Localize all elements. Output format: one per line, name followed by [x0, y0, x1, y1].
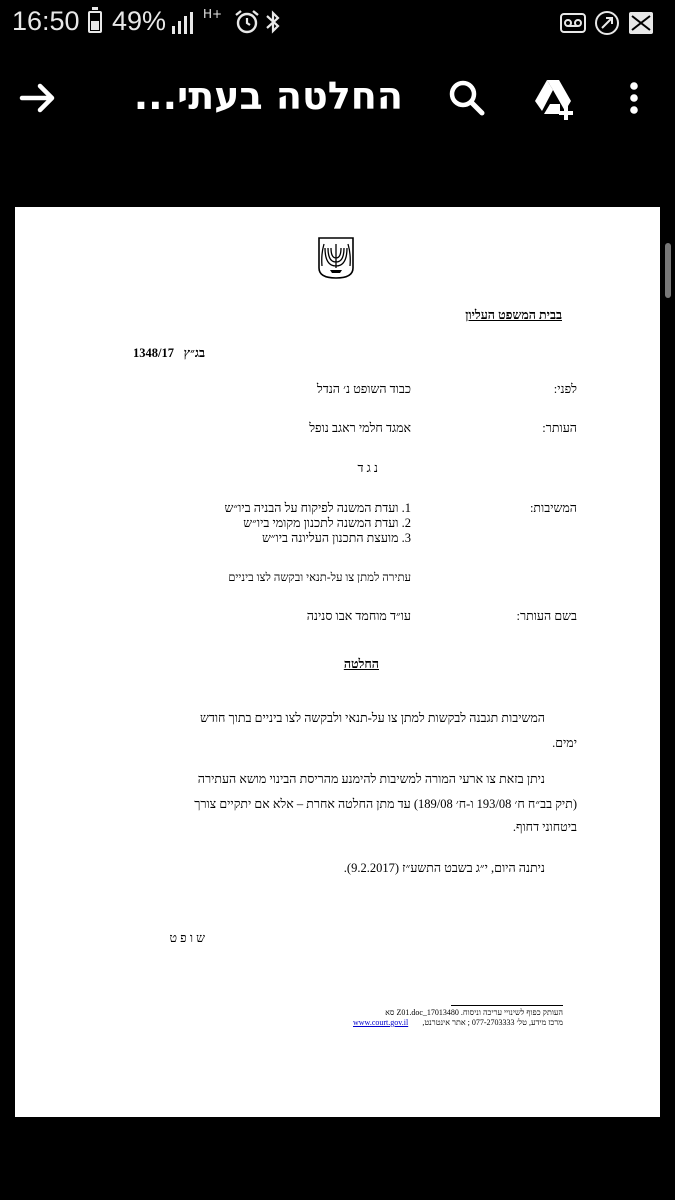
status-bar — [0, 0, 675, 48]
status-time: 16:50 — [12, 6, 80, 36]
versus-label: נ ג ד — [357, 461, 378, 475]
given-date: ניתנה היום, י״ג בשבט התשע״ז (9.2.2017). — [343, 861, 545, 875]
paragraph-1-line-2: ימים. — [552, 736, 577, 750]
judge-signature: ש ו פ ט — [169, 931, 205, 945]
email-icon — [628, 10, 654, 36]
counsel-label: בשם העותר: — [516, 609, 577, 623]
more-vert-icon[interactable] — [610, 74, 658, 122]
footer-line-2: מרכז מידע, טל׳ 077-2703333 ; אתר אינטרנט, — [422, 1018, 563, 1027]
petitioner-label: העותר: — [542, 421, 577, 435]
arrow-right-icon[interactable] — [14, 74, 62, 122]
state-emblem-icon — [316, 236, 356, 280]
case-number: 1348/17 — [133, 346, 174, 360]
respondent-2: 2. ועדת המשנה לתכנון מקומי ביו״ש — [243, 516, 411, 530]
voicemail-icon — [560, 10, 586, 36]
court-name: בבית המשפט העליון — [465, 308, 562, 322]
respondent-1: 1. ועדת המשנה לפיקוח על הבניה ביו״ש — [224, 501, 411, 515]
bluetooth-icon — [263, 8, 283, 36]
paragraph-2-line-3: ביטחוני דחוף. — [512, 820, 577, 834]
paragraph-1-line-1: המשיבות תגבנה לבקשות למתן צו על-תנאי ולבקשה לצו ביניים בתוך חודש — [199, 711, 545, 725]
counsel-name: עו״ד מוחמד אבו סנינה — [306, 609, 411, 623]
search-icon[interactable] — [443, 74, 491, 122]
signal-icon — [172, 12, 196, 34]
network-type: H+ — [203, 7, 223, 21]
battery-icon — [88, 11, 102, 33]
footer-divider — [451, 1005, 563, 1006]
case-label: בג״ץ — [183, 346, 205, 360]
footer-line-1: העותק כפוף לשינויי עריכה וניסוח. 17013480_Z01.doc סא — [385, 1008, 563, 1017]
respondents-label: המשיבות: — [529, 501, 577, 515]
app-bar — [0, 48, 675, 158]
respondent-3: 3. מועצת התכנון העליונה ביו״ש — [261, 531, 411, 545]
missed-call-icon — [594, 10, 620, 36]
document-title: החלטה בעתי... — [133, 74, 403, 118]
decision-heading: החלטה — [343, 657, 379, 671]
judge-name: כבוד השופט נ׳ הנדל — [316, 382, 411, 396]
petition-type: עתירה למתן צו על-תנאי ובקשה לצו ביניים — [228, 572, 411, 584]
before-label: לפני: — [553, 382, 577, 396]
alarm-icon — [233, 8, 261, 36]
document-page[interactable] — [15, 207, 660, 1117]
paragraph-2-line-1: ניתן בזאת צו ארעי המורה למשיבות להימנע מהריסת הבינוי מושא העתירה — [197, 772, 545, 786]
court-website-link[interactable]: www.court.gov.il — [353, 1018, 409, 1027]
battery-percent: 49% — [112, 6, 167, 36]
scrollbar[interactable] — [665, 243, 671, 298]
drive-add-icon[interactable] — [530, 74, 578, 122]
paragraph-2-line-2: (תיק בב״ח ח׳ 193/08 ו-ח׳ 189/08) עד מתן החלטה אחרת – אלא אם יתקיים צורך — [194, 797, 577, 811]
petitioner-name: אמגד חלמי ראגב נופל — [309, 421, 411, 435]
